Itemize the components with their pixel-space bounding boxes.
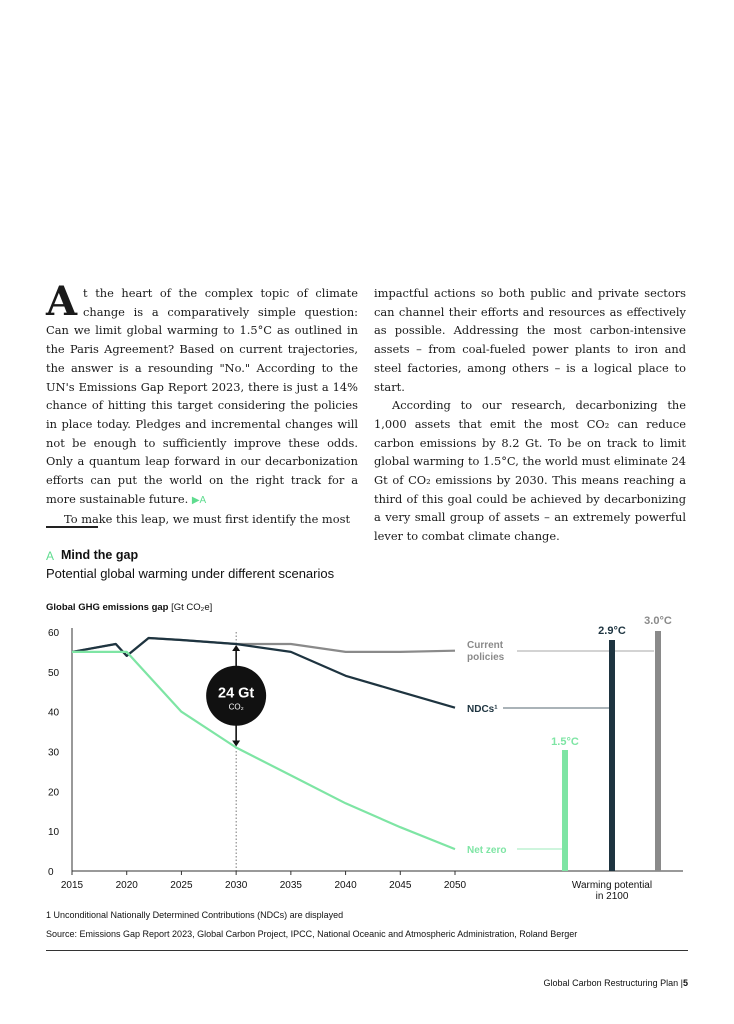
x-tick-label: 2015 — [60, 880, 84, 891]
y-tick-label: 20 — [48, 787, 60, 799]
figure-title: Mind the gap — [61, 548, 139, 562]
page-footer — [544, 978, 688, 988]
series-label-current-policies: Current — [467, 640, 504, 651]
gap-annotation-unit: CO₂ — [228, 702, 244, 712]
gap-annotation-value: 24 Gt — [218, 685, 255, 702]
warming-bar-3 — [655, 631, 661, 871]
warming-bar-label: 1.5°C — [551, 736, 579, 748]
series-label-ndcs: NDCs¹ — [467, 704, 498, 715]
x-tick-label: 2040 — [334, 880, 357, 891]
warming-axis-label: Warming potential — [571, 880, 653, 891]
y-tick-label: 0 — [48, 867, 54, 878]
series-label-current-policies-2: policies — [467, 652, 505, 663]
paragraph: impactful actions so both public and private sectors can channel their efforts and resources as effectively as possible. Addressing the most carbon-intensive assets – from coal-fueled power plants to iron and steel factories, among others – is a logical place to start. — [374, 286, 686, 394]
page-number: 5 — [682, 978, 688, 988]
source-note: Source: Emissions Gap Report 2023, Global Carbon Project, IPCC, National Oceanic and Atmospheric Administration, Roland Berger — [46, 929, 578, 939]
gap-arrow-head-top — [232, 645, 240, 651]
y-tick-label: 10 — [48, 827, 60, 839]
y-axis-unit: [Gt CO₂e] — [171, 602, 213, 613]
figure-subtitle: Potential global warming under different scenarios — [46, 566, 335, 581]
warming-axis-label-2: in 2100 — [595, 891, 629, 902]
drop-cap: A — [46, 278, 78, 325]
series-label-net-zero: Net zero — [467, 845, 507, 856]
y-tick-label: 40 — [48, 707, 60, 719]
x-tick-label: 2030 — [225, 880, 248, 891]
x-tick-label: 2025 — [170, 880, 193, 891]
y-tick-label: 30 — [48, 747, 60, 759]
warming-bar-2 — [609, 640, 615, 871]
footnote: 1 Unconditional Nationally Determined Contributions (NDCs) are displayed — [46, 910, 344, 920]
footer-divider: | — [680, 978, 683, 988]
footer-title: Global Carbon Restructuring Plan — [543, 978, 679, 988]
x-tick-label: 2020 — [115, 880, 138, 891]
paragraph: According to our research, decarbonizing the 1,000 assets that emit the most CO₂ can reduce carbon emissions by 8.2 Gt. To be on track to limit global warming to 1.5°C, the world must eliminate 24 Gt of CO₂ emissions by 2030. This means reaching a third of this goal could be achieved by decarbonizing a very small group of assets – an extremely powerful lever to combat climate change. — [374, 398, 686, 544]
figure-letter: A — [46, 549, 55, 563]
paragraph-text: t the heart of the complex topic of climate change is a comparatively simple question: Can we limit global warming to 1.5°C as outlined in the Paris Agreement? Based on current trajectories, the answer is a resounding "No." According to the UN's Emissions Gap Report 2023, there is just a 14% chance of hitting this target considering the policies in place today. Pledges and incremental changes will not be enough to sufficiently improve these odds. Only a quantum leap forward in our decarbonization efforts can put the world on the right track for a more sustainable future. — [46, 286, 358, 506]
bottom-divider — [46, 950, 688, 951]
warming-bar-label: 2.9°C — [598, 625, 626, 637]
net-zero-line — [72, 652, 455, 849]
x-tick-label: 2035 — [279, 880, 302, 891]
y-tick-label: 50 — [48, 667, 60, 679]
warming-bar-label: 3.0°C — [644, 615, 672, 627]
x-tick-label: 2050 — [443, 880, 467, 891]
figure-ref-link[interactable]: ▶A — [191, 494, 207, 506]
y-axis-label: Global GHG emissions gap — [46, 602, 169, 613]
paragraph: To make this leap, we must first identify the most — [64, 512, 351, 527]
x-tick-label: 2045 — [389, 880, 412, 891]
warming-bar-1 — [562, 750, 568, 871]
y-tick-label: 60 — [48, 628, 60, 639]
